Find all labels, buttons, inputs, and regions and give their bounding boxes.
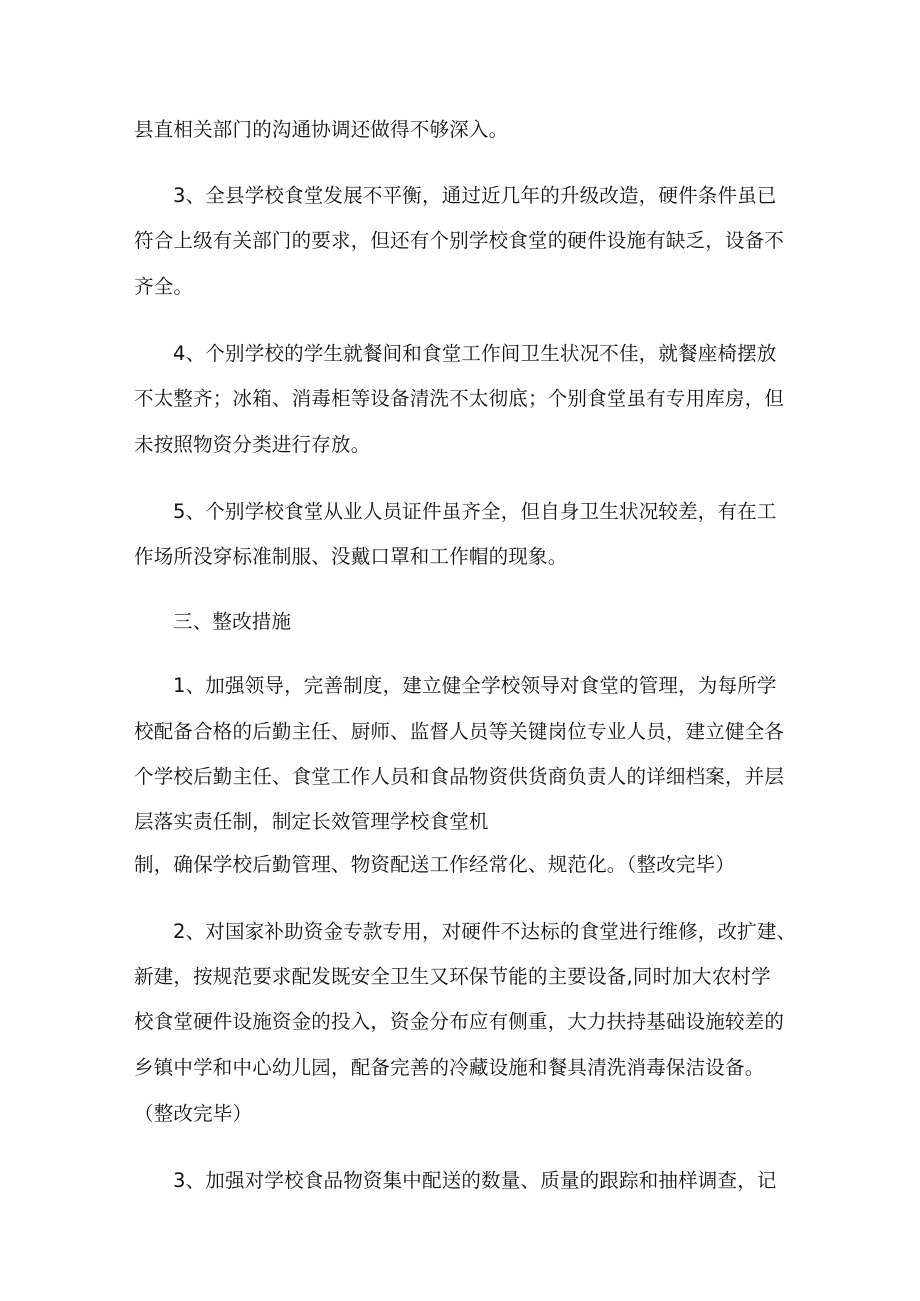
text-line: 1、加强领导，完善制度，建立健全学校领导对食堂的管理，为每所学 bbox=[173, 674, 777, 697]
text-line: 未按照物资分类进行存放。 bbox=[134, 433, 371, 456]
text-line: 校食堂硬件设施资金的投入，资金分布应有侧重，大力扶持基础设施较差的 bbox=[134, 1010, 785, 1033]
text-line: 乡镇中学和中心幼儿园，配备完善的冷藏设施和餐具清洗消毒保洁设备。 bbox=[134, 1056, 765, 1079]
text-line: 校配备合格的后勤主任、厨师、监督人员等关键岗位专业人员，建立健全各 bbox=[134, 720, 785, 743]
text-line: 新建，按规范要求配发既安全卫生又环保节能的主要设备,同时加大农村学 bbox=[134, 965, 771, 988]
text-line: 4、个别学校的学生就餐间和食堂工作间卫生状况不佳，就餐座椅摆放 bbox=[173, 342, 777, 365]
text-line: 作场所没穿标准制服、没戴口罩和工作帽的现象。 bbox=[134, 545, 568, 568]
text-line: 5、个别学校食堂从业人员证件虽齐全，但自身卫生状况较差，有在工 bbox=[173, 500, 777, 523]
text-line: 县直相关部门的沟通协调还做得不够深入。 bbox=[134, 118, 509, 141]
text-line: 齐全。 bbox=[134, 275, 194, 298]
text-line: 2、对国家补助资金专款专用，对硬件不达标的食堂进行维修，改扩建、 bbox=[173, 920, 797, 943]
section-heading: 三、整改措施 bbox=[173, 610, 292, 633]
text-line: 个学校后勤主任、食堂工作人员和食品物资供货商负责人的详细档案，并层 bbox=[134, 765, 785, 788]
text-line: 层落实责任制，制定长效管理学校食堂机 bbox=[134, 810, 489, 833]
text-line: 不太整齐；冰箱、消毒柜等设备清洗不太彻底；个别食堂虽有专用库房，但 bbox=[134, 387, 785, 410]
text-line: 制，确保学校后勤管理、物资配送工作经常化、规范化。（整改完毕） bbox=[134, 853, 735, 876]
text-line: 3、全县学校食堂发展不平衡，通过近几年的升级改造，硬件条件虽已 bbox=[173, 184, 777, 207]
text-line: 符合上级有关部门的要求，但还有个别学校食堂的硬件设施有缺乏，设备不 bbox=[134, 229, 785, 252]
text-line: （整改完毕） bbox=[134, 1102, 253, 1125]
text-line: 3、加强对学校食品物资集中配送的数量、质量的跟踪和抽样调查，记 bbox=[173, 1169, 777, 1192]
